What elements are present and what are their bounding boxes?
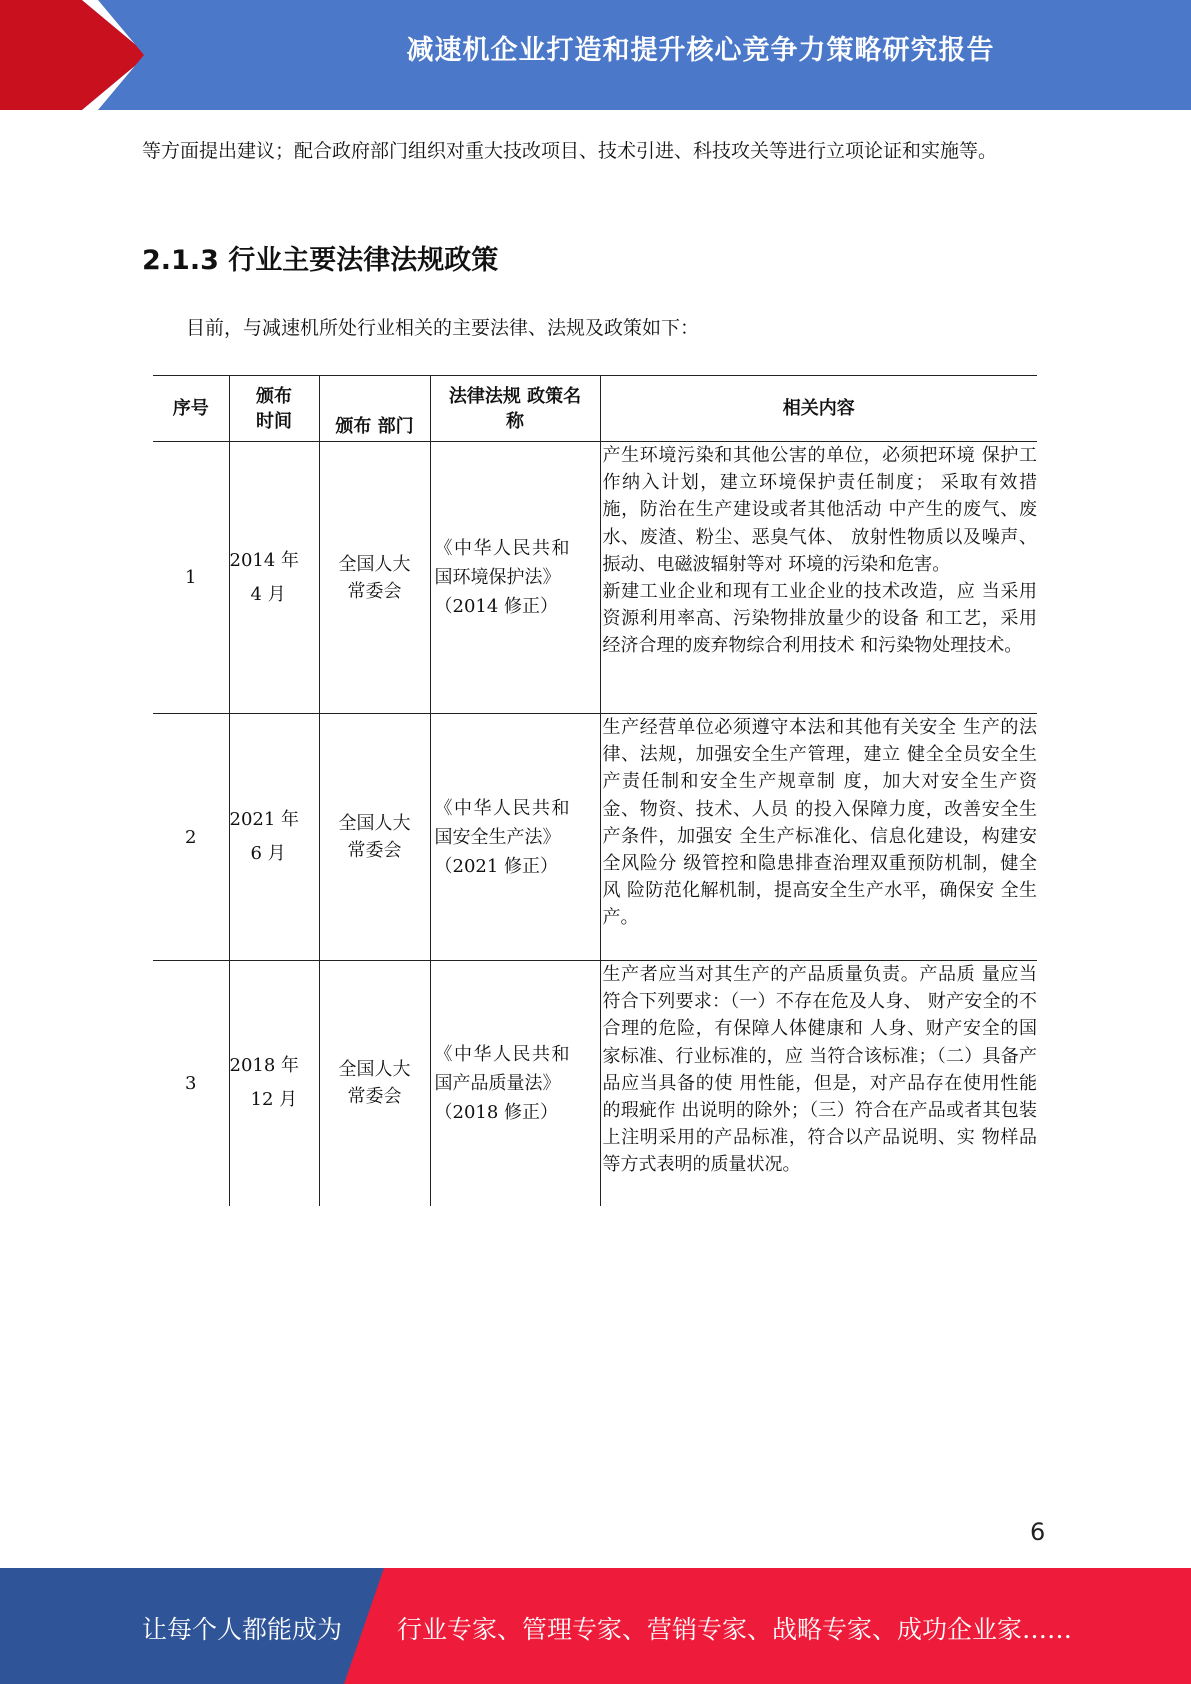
header-time-line2: 时间: [256, 410, 292, 432]
row-law-name: [430, 442, 600, 714]
row-law-name-line3: （2014 修正）: [434, 596, 559, 617]
header-time: [229, 376, 319, 442]
row-law-name-line3: （2021 修正）: [434, 855, 559, 877]
row-law-name-line1: 《中华人民共和: [434, 1043, 571, 1065]
header-seq: 序号: [153, 376, 229, 442]
header-dept: [319, 376, 430, 442]
table-row: [153, 714, 1037, 961]
row-content-para: 新建工业企业和现有工业企业的技术改造，应 当采用资源利用率高、污染物排放量少的设备 和工艺，采用经济合理的废弃物综合利用技术 和污染物处理技术。: [602, 581, 1037, 657]
row-date-year: 2014 年: [229, 549, 300, 571]
row-date-month: 6 月: [250, 843, 286, 864]
table-row: [153, 442, 1037, 714]
row-content-para: 生产者应当对其生产的产品质量负责。产品质 量应当符合下列要求：（一）不存在危及人身、 财产安全的不合理的危险，有保障人体健康和 人身、财产安全的国家标准、行业标准的，应 当符合该标准；（二）具备产品应当具备的使 用性能，但是，对产品存在使用性能的瑕疵作 出说明的除外；（三）符合在产品或者其包装 上注明采用的产品标准，符合以产品说明、实 物样品等方式表明的质量状况。: [602, 964, 1037, 1176]
row-law-name-line3: （2018 修正）: [434, 1101, 559, 1123]
header-name: [430, 376, 600, 442]
row-dept-line1: 全国人大: [338, 813, 411, 834]
row-date: [229, 961, 319, 1206]
table-row: [153, 961, 1037, 1206]
header-name-line2: 称: [506, 410, 524, 432]
header-name-line1: 法律法规 政策名: [448, 385, 582, 407]
row-dept: [319, 442, 430, 714]
row-dept-line2: 常委会: [347, 580, 402, 602]
row-date-year: 2018 年: [229, 1055, 300, 1077]
row-law-name: [430, 961, 600, 1206]
row-dept-line2: 常委会: [347, 1086, 402, 1108]
row-dept: [319, 714, 430, 961]
header-banner: [0, 0, 1191, 110]
row-date: [229, 714, 319, 961]
footer-slogan-left: 让每个人都能成为: [142, 1615, 343, 1644]
row-law-name-line1: 《中华人民共和: [434, 538, 571, 559]
row-dept: [319, 961, 430, 1206]
header-time-line1: 颁布: [256, 385, 292, 407]
row-content: [600, 714, 1037, 961]
row-seq: 2: [153, 714, 229, 961]
page-number: 6: [1030, 1518, 1046, 1546]
row-date: [229, 442, 319, 714]
footer-slogan-right: 行业专家、管理专家、营销专家、战略专家、成功企业家……: [397, 1615, 1073, 1644]
row-seq: 1: [153, 442, 229, 714]
intro-continuation-paragraph: 等方面提出建议；配合政府部门组织对重大技改项目、技术引进、科技攻关等进行立项论证和实施等。: [142, 140, 998, 162]
row-law-name-line2: 国环境保护法》: [434, 567, 561, 588]
laws-regulations-table: [153, 375, 1037, 1206]
row-content-para: 产生环境污染和其他公害的单位，必须把环境 保护工作纳入计划，建立环境保护责任制度； 采取有效措施，防治在生产建设或者其他活动 中产生的废气、废水、废渣、粉尘、恶臭气体、 放射性物质以及噪声、振动、电磁波辐射等对 环境的污染和危害。: [602, 445, 1037, 575]
row-dept-line2: 常委会: [347, 840, 402, 861]
header-content: 相关内容: [600, 376, 1037, 442]
row-content: [600, 961, 1037, 1206]
row-law-name-line2: 国产品质量法》: [434, 1072, 561, 1094]
row-law-name-line2: 国安全生产法》: [434, 826, 561, 848]
row-dept-line1: 全国人大: [338, 1059, 411, 1081]
report-title: 减速机企业打造和提升核心竞争力策略研究报告: [406, 35, 995, 66]
row-date-year: 2021 年: [229, 809, 300, 830]
row-law-name-line1: 《中华人民共和: [434, 797, 571, 819]
row-date-month: 12 月: [250, 1089, 298, 1111]
table-intro-line: 目前，与减速机所处行业相关的主要法律、法规及政策如下：: [186, 317, 700, 339]
header-dept-label: 颁布 部门: [335, 416, 414, 437]
row-seq: 3: [153, 961, 229, 1206]
row-law-name: [430, 714, 600, 961]
row-date-month: 4 月: [250, 583, 286, 605]
row-content: [600, 442, 1037, 714]
footer-banner: [0, 1568, 1191, 1684]
section-heading: 2.1.3 行业主要法律法规政策: [142, 245, 499, 276]
row-dept-line1: 全国人大: [338, 553, 411, 575]
table-header-row: [153, 376, 1037, 442]
row-content-para: 生产经营单位必须遵守本法和其他有关安全 生产的法律、法规，加强安全生产管理，建立 健全全员安全生产责任制和安全生产规章制 度，加大对安全生产资金、物资、技术、人员 的投入保障力度，改善安全生产条件，加强安 全生产标准化、信息化建设，构建安全风险分 级管控和隐患排查治理双重预防机制，健全风 险防范化解机制，提高安全生产水平，确保安 全生产。: [602, 717, 1037, 929]
